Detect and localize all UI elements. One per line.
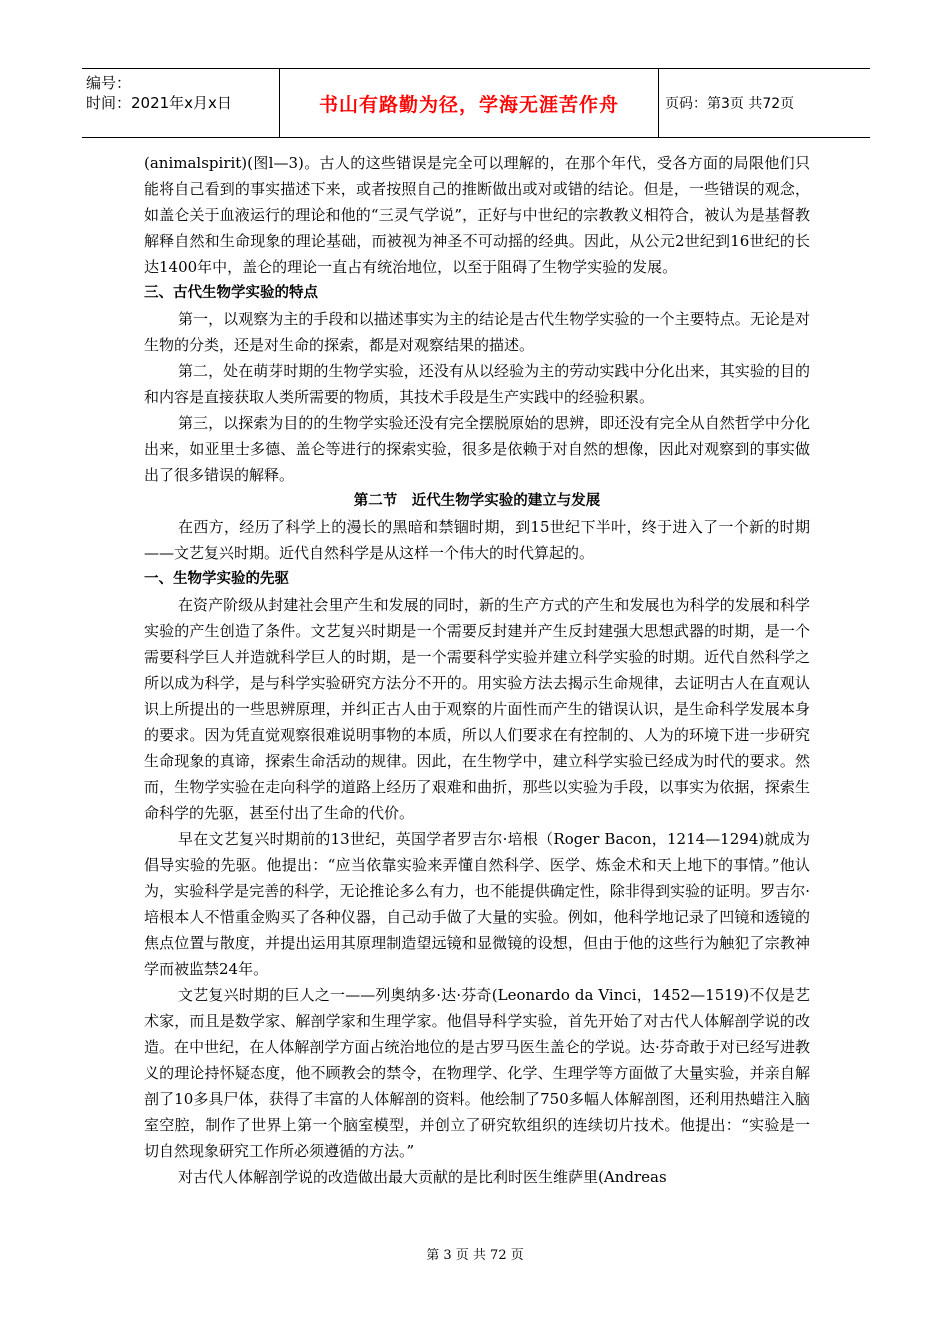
page-footer: 第 3 页 共 72 页 [426, 1248, 524, 1263]
paragraph: 第二，处在萌芽时期的生物学实验，还没有从以经验为主的劳动实践中分化出来，其实验的目的和内容是直接获取人类所需要的物质，其技术手段是生产实践中的经验积累。 [144, 362, 810, 406]
paragraph: 文艺复兴时期的巨人之一——列奥纳多·达·芬奇(Leonardo da Vinci，1452—1519)不仅是艺术家，而且是数学家、解剖学家和生理学家。他倡导科学实验，首先开始了对古代人体解剖学说的改造。在中世纪，在人体解剖学方面占统治地位的是古罗马医生盖仑的学说。达·芬奇敢于对已经写进教义的理论持怀疑态度，他不顾教会的禁令，在物理学、化学、生理学等方面做了大量实验，并亲自解剖了10多具尸体，获得了丰富的人体解剖的资料。他绘制了750多幅人体解剖图，还利用热蜡注入脑室空腔，制作了世界上第一个脑室模型，并创立了研究软组织的连续切片技术。他提出：“实验是一切自然现象研究工作所必须遵循的方法。” [144, 986, 810, 1160]
paragraph: 对古代人体解剖学说的改造做出最大贡献的是比利时医生维萨里(Andreas [178, 1168, 667, 1186]
paragraph: 在资产阶级从封建社会里产生和发展的同时，新的生产方式的产生和发展也为科学的发展和科学实验的产生创造了条件。文艺复兴时期是一个需要反封建并产生反封建强大思想武器的时期，是一个需要科学巨人并造就科学巨人的时期，是一个需要科学实验并建立科学实验的时期。近代自然科学之所以成为科学，是与科学实验研究方法分不开的。用实验方法去揭示生命规律，去证明古人在直观认识上所提出的一些思辨原理，并纠正古人由于观察的片面性而产生的错误认识，是生命科学发展本身的要求。因为凭直觉观察很难说明事物的本质，所以人们要求在有控制的、人为的环境下进一步研究生命现象的真谛，探索生命活动的规律。因此，在生物学中，建立科学实验已经成为时代的要求。然而，生物学实验在走向科学的道路上经历了艰难和曲折，那些以实验为手段，以事实为依据，探索生命科学的先驱，甚至付出了生命的代价。 [144, 596, 810, 822]
time-label: 时间：2021年x月x日 [86, 94, 232, 112]
header-meta [82, 69, 280, 137]
paragraph: 第三，以探索为目的的生物学实验还没有完全摆脱原始的思辨，即还没有完全从自然哲学中分化出来，如亚里士多德、盖仑等进行的探索实验，很多是依赖于对自然的想像，因此对观察到的事实做出了很多错误的解释。 [144, 414, 810, 484]
page-header [82, 68, 870, 138]
paragraph: 早在文艺复兴时期前的13世纪，英国学者罗吉尔·培根（Roger Bacon，1214—1294)就成为倡导实验的先驱。他提出：“应当依靠实验来弄懂自然科学、医学、炼金术和天上地下的事情。”他认为，实验科学是完善的科学，无论推论多么有力，也不能提供确定性，除非得到实验的证明。罗吉尔·培根本人不惜重金购买了各种仪器，自己动手做了大量的实验。例如，他科学地记录了凹镜和透镜的焦点位置与散度，并提出运用其原理制造望远镜和显微镜的设想，但由于他的这些行为触犯了宗教神学而被监禁24年。 [144, 830, 810, 978]
paragraph: (animalspirit)(图l—3)。古人的这些错误是完全可以理解的，在那个年代，受各方面的局限他们只能将自己看到的事实描述下来，或者按照自己的推断做出或对或错的结论。但是，一些错误的观念，如盖仑关于血液运行的理论和他的“三灵气学说”，正好与中世纪的宗教教义相符合，被认为是基督教解释自然和生命现象的理论基础，而被视为神圣不可动摇的经典。因此，从公元2世纪到16世纪的长达1400年中，盖仑的理论一直占有统治地位，以至于阻碍了生物学实验的发展。 [144, 154, 810, 276]
paragraph: 在西方，经历了科学上的漫长的黑暗和禁锢时期，到15世纪下半叶，终于进入了一个新的时期——文艺复兴时期。近代自然科学是从这样一个伟大的时代算起的。 [144, 518, 810, 562]
paragraph: 第一，以观察为主的手段和以描述事实为主的结论是古代生物学实验的一个主要特点。无论是对生物的分类，还是对生命的探索，都是对观察结果的描述。 [144, 310, 810, 354]
subheading: 一、生物学实验的先驱 [144, 571, 289, 587]
header-motto: 书山有路勤为径，学海无涯苦作舟 [280, 69, 659, 137]
header-page-info: 页码：第3页 共72页 [665, 96, 795, 112]
number-label: 编号： [86, 74, 132, 92]
section-title: 第二节 近代生物学实验的建立与发展 [353, 493, 601, 509]
document-body [144, 150, 810, 1190]
subheading: 三、古代生物学实验的特点 [144, 285, 318, 301]
